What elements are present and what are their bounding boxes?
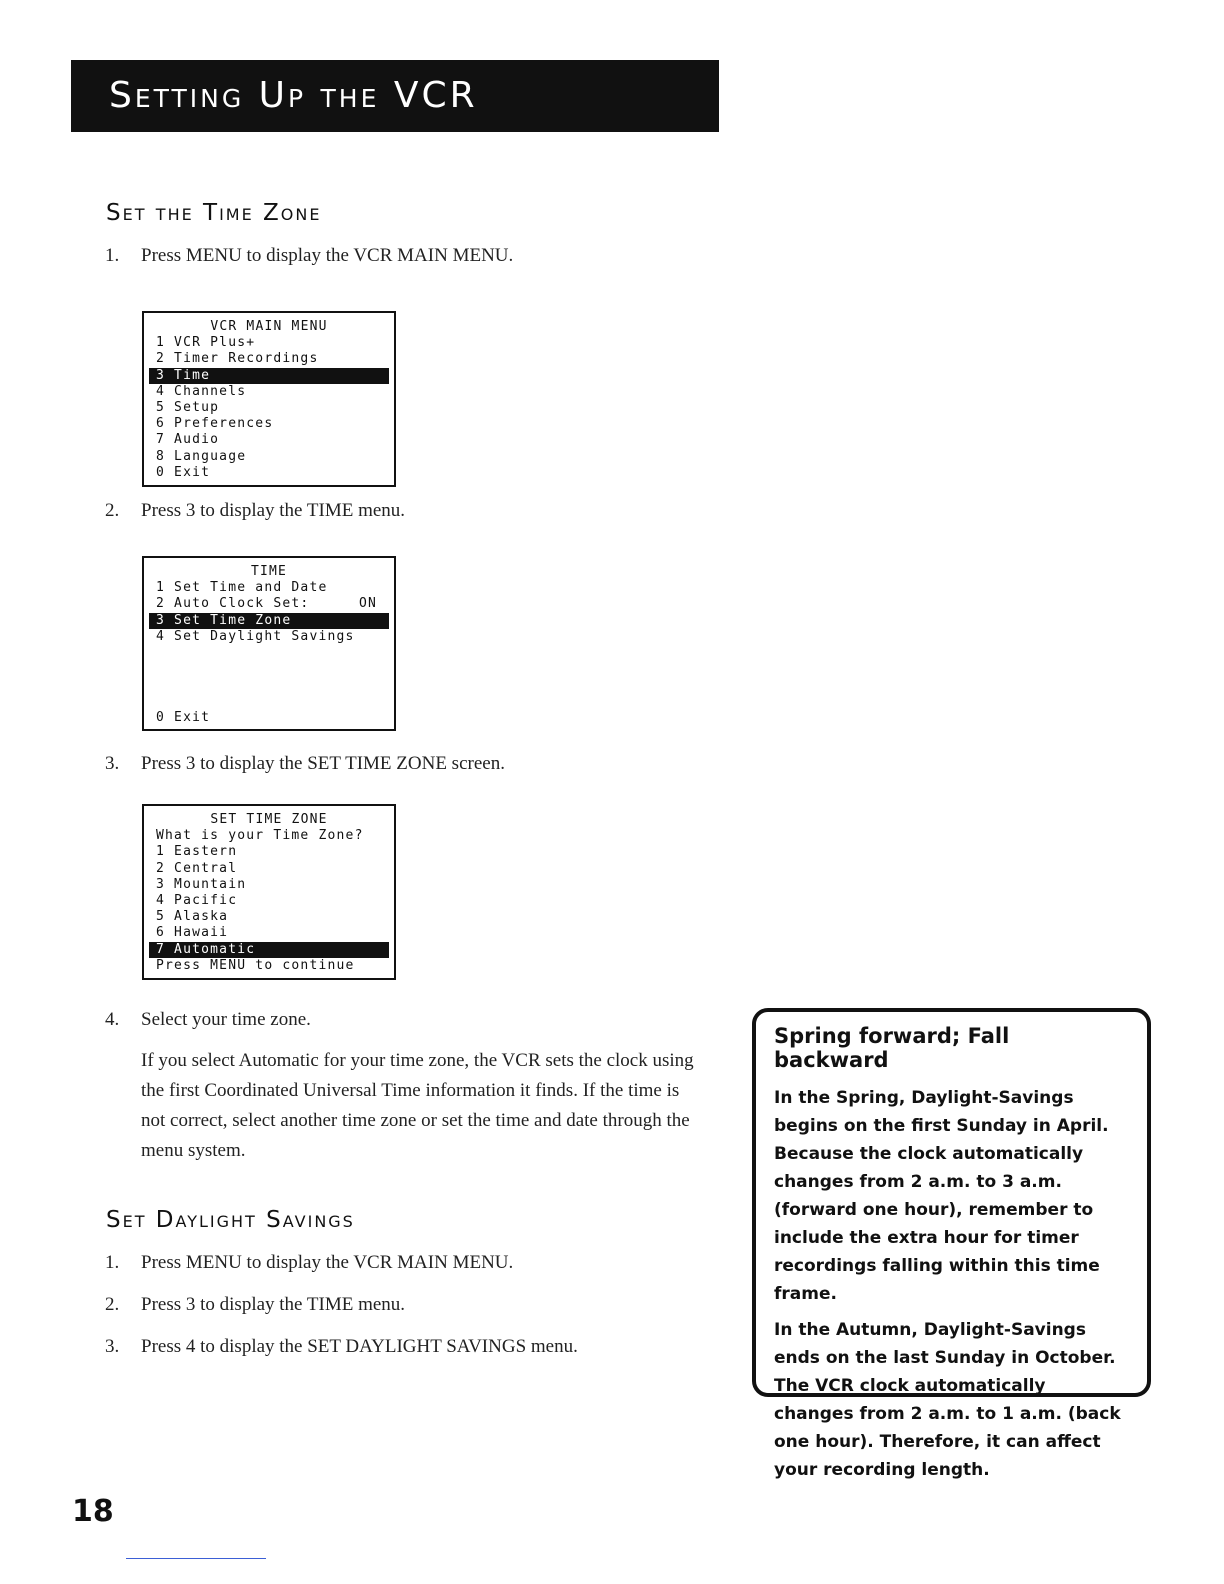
osd-item: 2 Timer Recordings [156, 351, 319, 367]
osd-item-selected: 7 Automatic [149, 942, 389, 958]
step-text: Select your time zone. [141, 1009, 311, 1030]
sidebar-paragraph-autumn: In the Autumn, Daylight-Savings ends on the last Sunday in October. The VCR clock automatically changes from 2 a.m. to 1 a.m. (back one hour). Therefore, it can affect your recording length. [774, 1320, 1121, 1480]
ds-step-2 [105, 1294, 705, 1316]
step-number: 1. [105, 1252, 120, 1273]
footer-rule [126, 1558, 266, 1559]
step-number: 2. [105, 1294, 120, 1315]
step-number: 3. [105, 1336, 120, 1357]
osd-item-auto-clock [149, 596, 389, 612]
osd-item: 6 Preferences [156, 416, 274, 432]
step-text: Press MENU to display the VCR MAIN MENU. [141, 1252, 514, 1273]
page-number: 18 [72, 1494, 114, 1529]
osd-question: What is your Time Zone? [156, 828, 364, 844]
osd-blank-line [149, 645, 389, 661]
osd-blank-line [149, 661, 389, 677]
osd-item: 1 VCR Plus+ [156, 335, 256, 351]
step-text: Press 3 to display the SET TIME ZONE screen. [141, 753, 505, 774]
step-2 [105, 500, 705, 522]
sidebar-title: Spring forward; Fall backward [774, 1024, 1010, 1072]
osd-set-time-zone [142, 804, 396, 980]
osd-item: 6 Hawaii [156, 925, 229, 941]
osd-blank-line [149, 677, 389, 693]
osd-footer: Press MENU to continue [156, 957, 355, 973]
chapter-banner: Setting Up the VCR [71, 60, 719, 132]
step-number: 2. [105, 500, 120, 521]
sidebar-paragraph-spring: In the Spring, Daylight-Savings begins on the first Sunday in April. Because the clock automatically changes from 2 a.m. to 3 a.m. (forward one hour), remember to include the extra hour for timer recordings falling within this time frame. [774, 1088, 1109, 1304]
sidebar-box [752, 1008, 1151, 1480]
osd-item: 4 Set Daylight Savings [156, 628, 355, 644]
section-heading-time-zone: Set the Time Zone [106, 200, 322, 226]
step-text: Press MENU to display the VCR MAIN MENU. [141, 245, 514, 266]
section-heading-daylight-savings: Set Daylight Savings [106, 1207, 355, 1233]
osd-title: SET TIME ZONE [210, 812, 328, 827]
automatic-note: If you select Automatic for your time zone, the VCR sets the clock using the first Coordinated Universal Time information it finds. If the time is not correct, select another time zone or set the time and date through the menu system. [141, 1050, 694, 1161]
step-text: Press 3 to display the TIME menu. [141, 1294, 406, 1315]
osd-item: 5 Alaska [156, 909, 229, 925]
step-number: 1. [105, 245, 120, 266]
osd-item: 5 Setup [156, 399, 220, 415]
osd-blank-line [149, 694, 389, 710]
osd-title: VCR MAIN MENU [210, 319, 328, 334]
osd-item: 4 Pacific [156, 892, 238, 908]
osd-vcr-main-menu [142, 311, 396, 487]
osd-item: 8 Language [156, 448, 247, 464]
ds-step-1 [105, 1252, 705, 1274]
osd-item: 3 Mountain [156, 876, 247, 892]
osd-item: 1 Set Time and Date [156, 580, 328, 596]
osd-item: 2 Central [156, 860, 238, 876]
step-3 [105, 753, 705, 775]
osd-item-selected: 3 Set Time Zone [149, 613, 389, 629]
osd-item: 4 Channels [156, 383, 247, 399]
osd-item-selected: 3 Time [149, 368, 389, 384]
step-text: Press 3 to display the TIME menu. [141, 500, 406, 521]
step-1 [105, 245, 705, 267]
osd-title: TIME [250, 564, 288, 579]
step-text: Press 4 to display the SET DAYLIGHT SAVINGS menu. [141, 1336, 578, 1357]
osd-time-menu [142, 556, 396, 731]
step-number: 3. [105, 753, 120, 774]
ds-step-3 [105, 1336, 705, 1358]
osd-item-label: 2 Auto Clock Set: [156, 596, 310, 612]
osd-exit: 0 Exit [156, 709, 211, 725]
osd-item: 1 Eastern [156, 844, 238, 860]
osd-item-value: ON [358, 596, 377, 612]
osd-item: 7 Audio [156, 432, 220, 448]
step-number: 4. [105, 1009, 120, 1030]
osd-item: 0 Exit [156, 464, 211, 480]
step-4 [105, 1009, 705, 1031]
